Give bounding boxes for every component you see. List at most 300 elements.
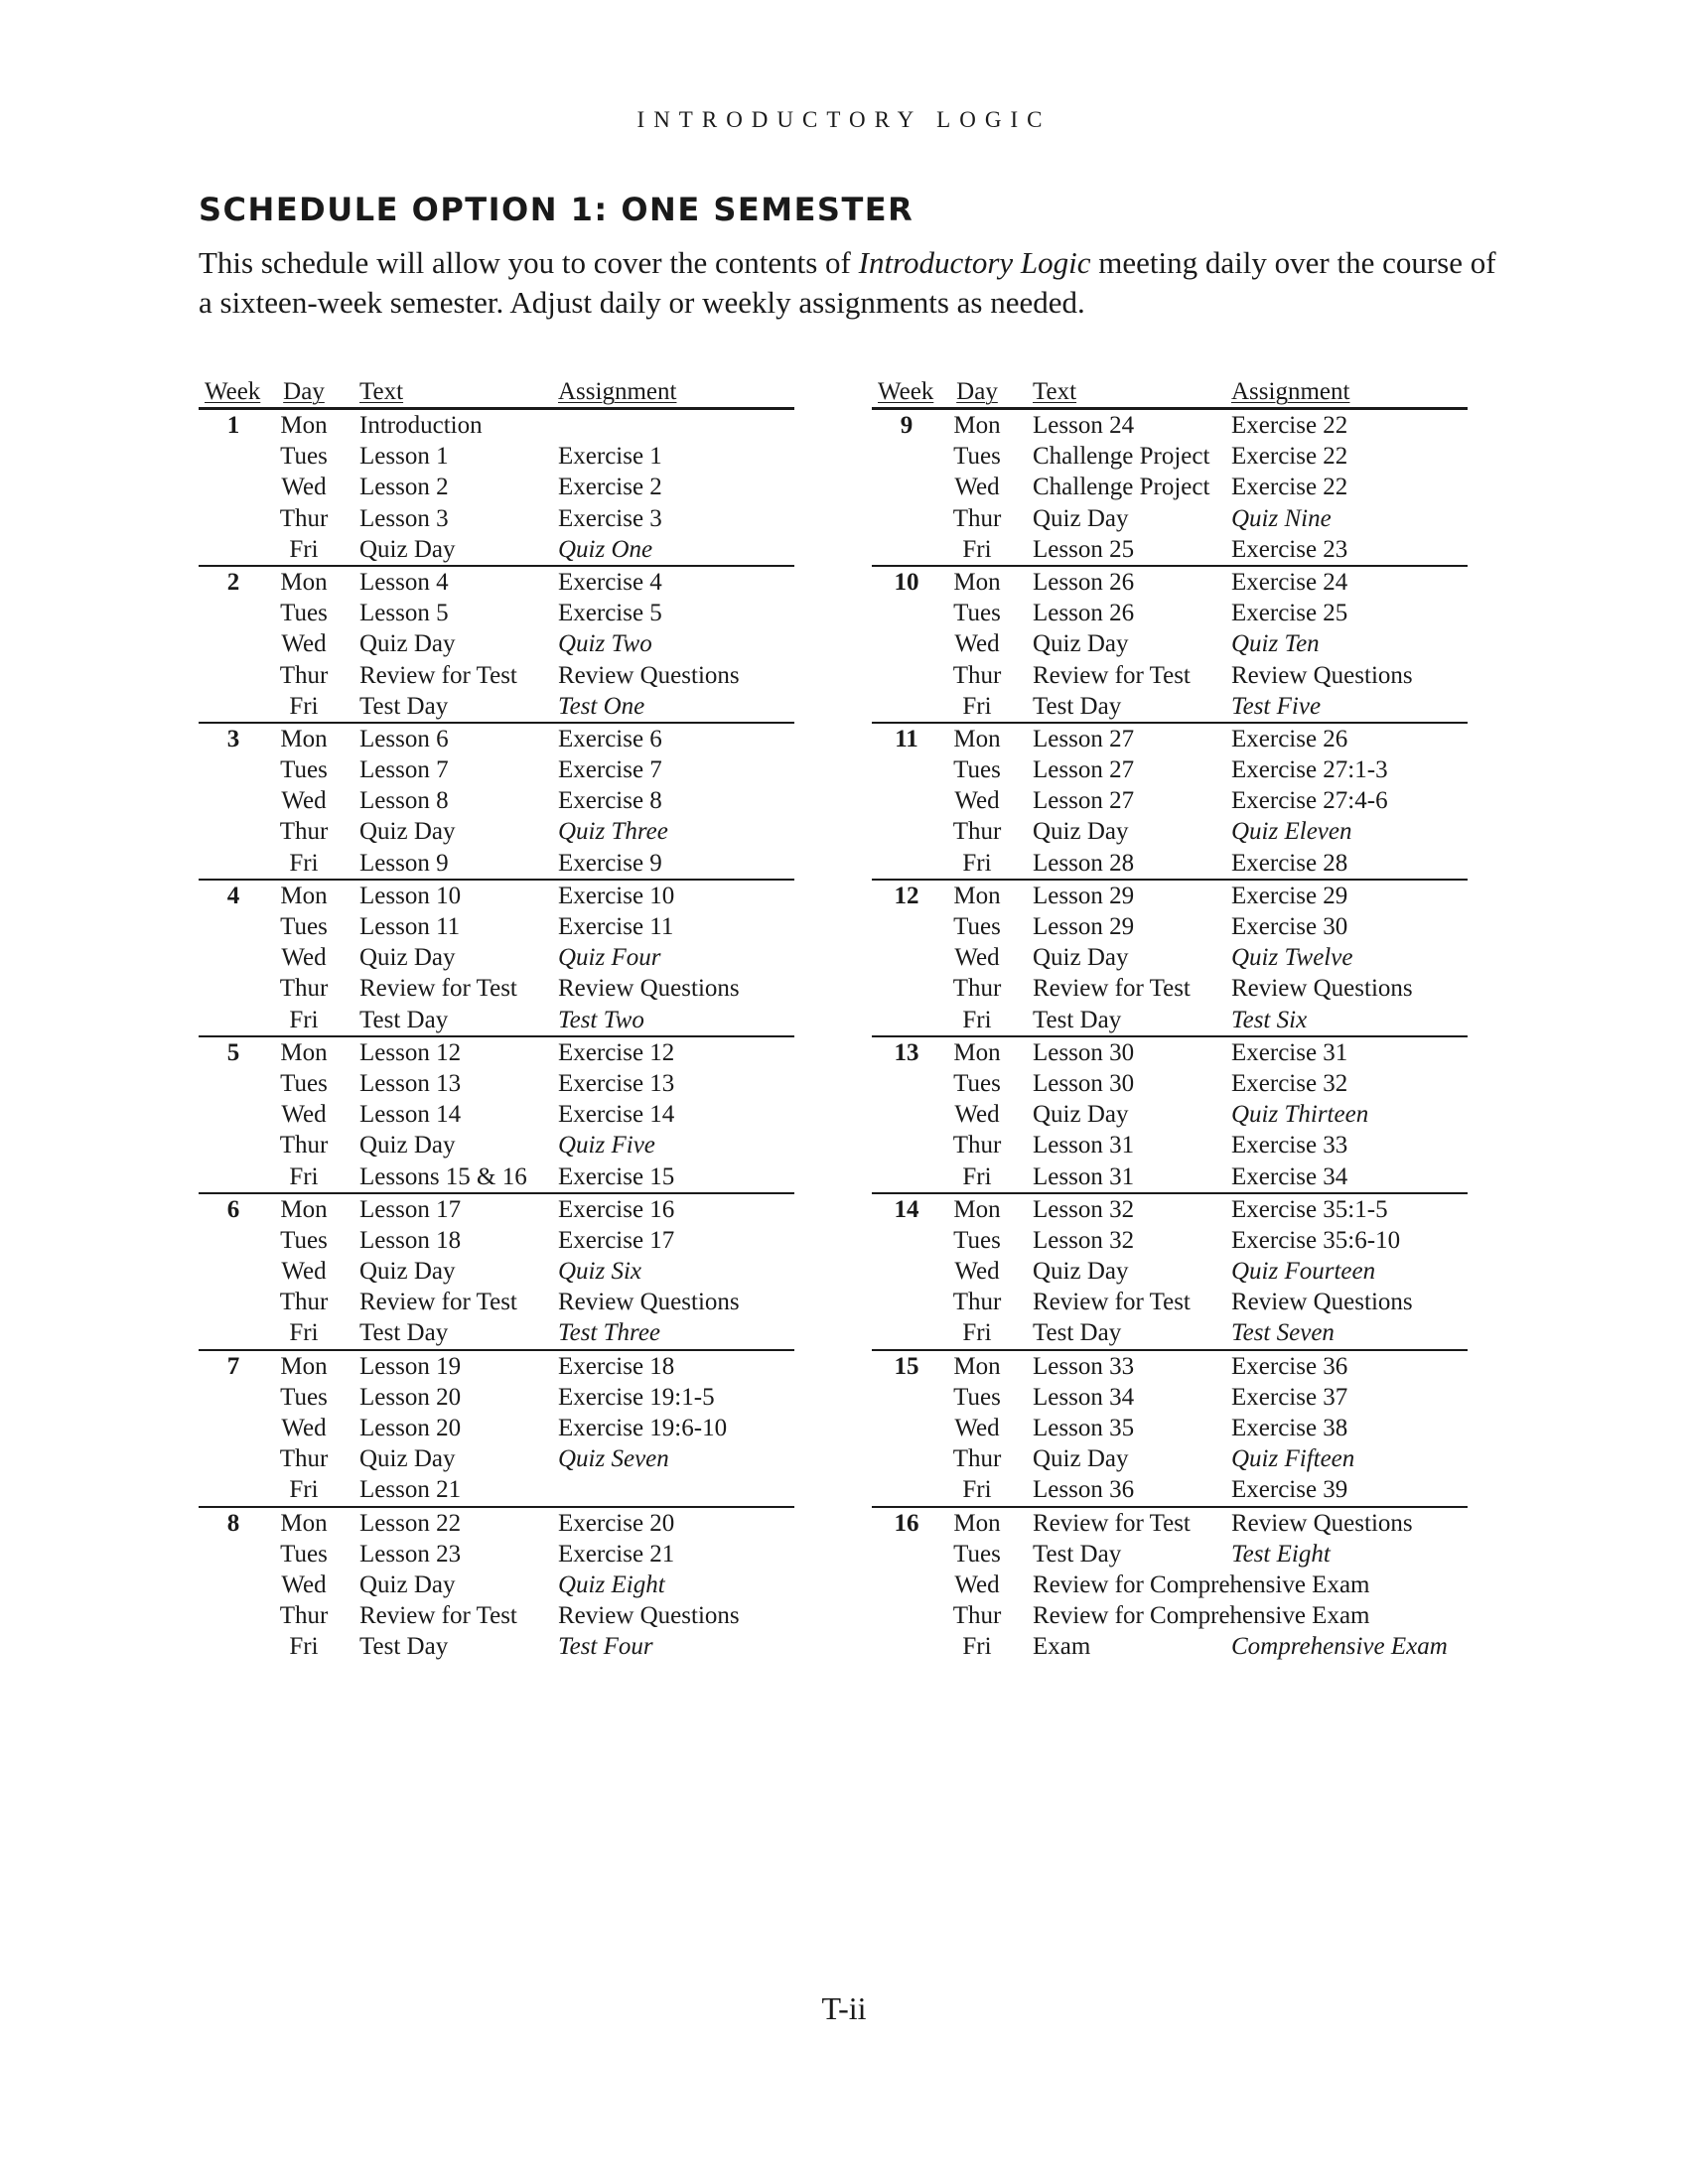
text-cell: Test Day [359, 1633, 449, 1661]
day-cell: Fri [289, 1633, 319, 1661]
text-cell: Lesson 23 [359, 1540, 462, 1568]
assignment-cell: Exercise 26 [1231, 725, 1348, 752]
week-number [199, 942, 268, 973]
day-cell: Thur [952, 818, 1002, 846]
text-cell: Lesson 27 [1033, 725, 1135, 752]
week-number [199, 848, 268, 879]
week-number: 4 [226, 882, 240, 909]
text-cell: Review for Test [1033, 661, 1191, 689]
week-number [199, 441, 268, 472]
week-number [872, 1130, 941, 1160]
week-block [872, 1508, 1468, 1663]
week-number [872, 754, 941, 785]
table-row [872, 1631, 1468, 1662]
week-number: 5 [226, 1038, 240, 1066]
text-cell: Test Day [1033, 1540, 1122, 1568]
day-cell: Mon [280, 1195, 328, 1223]
week-number [872, 1600, 941, 1631]
book-title: Introductory Logic [858, 245, 1091, 280]
table-row [872, 1099, 1468, 1130]
table-row [199, 628, 794, 659]
day-cell: Fri [962, 1319, 992, 1347]
table-row [199, 816, 794, 847]
assignment-cell: Exercise 30 [1231, 913, 1348, 940]
assignment-cell: Exercise 38 [1231, 1415, 1348, 1441]
table-row [872, 503, 1468, 534]
table-row [199, 1068, 794, 1099]
table-row [199, 1161, 794, 1192]
week-number [199, 598, 268, 628]
assignment-cell: Exercise 22 [1231, 443, 1348, 471]
week-number [199, 1256, 268, 1287]
assignment-cell: Exercise 19:1-5 [558, 1383, 715, 1411]
text-cell: Test Day [359, 1319, 449, 1347]
table-header [199, 377, 794, 410]
text-cell: Quiz Day [359, 818, 456, 846]
text-cell: Lesson 31 [1033, 1162, 1135, 1190]
week-number [199, 1099, 268, 1130]
assignment-cell: Exercise 4 [558, 568, 662, 596]
assignment-cell: Quiz Four [558, 944, 661, 972]
day-cell: Thur [952, 661, 1002, 689]
assignment-cell: Quiz Seven [558, 1445, 669, 1473]
table-row [872, 1508, 1468, 1539]
assignment-cell: Review Questions [1231, 1509, 1413, 1537]
assignment-cell: Review Questions [1231, 1289, 1413, 1316]
table-row [872, 1317, 1468, 1348]
week-number [199, 503, 268, 534]
assignment-cell: Exercise 34 [1231, 1162, 1348, 1190]
assignment-cell: Comprehensive Exam [1231, 1633, 1448, 1661]
table-row [199, 1413, 794, 1443]
table-row [872, 1130, 1468, 1160]
table-row [872, 1351, 1468, 1382]
week-block [199, 724, 794, 881]
table-row [199, 1600, 794, 1631]
assignment-cell: Quiz Eight [558, 1570, 665, 1598]
schedule-table-weeks-1-8 [199, 377, 794, 1663]
day-cell: Fri [962, 1633, 992, 1661]
assignment-cell: Review Questions [558, 1602, 740, 1630]
header-text: Text [1033, 378, 1077, 405]
table-row [199, 660, 794, 691]
week-number [872, 1068, 941, 1099]
table-row [872, 1225, 1468, 1256]
week-number [872, 1443, 941, 1474]
week-number [199, 1600, 268, 1631]
assignment-cell: Test One [558, 692, 645, 720]
assignment-cell: Exercise 33 [1231, 1132, 1348, 1160]
week-number [872, 785, 941, 816]
assignment-cell: Exercise 18 [558, 1352, 675, 1380]
table-row [199, 598, 794, 628]
text-cell: Lesson 30 [1033, 1038, 1135, 1066]
assignment-cell: Quiz Three [558, 818, 668, 846]
week-number: 8 [226, 1509, 240, 1537]
text-cell: Review for Test [1033, 1289, 1191, 1316]
intro-paragraph [199, 243, 1509, 323]
week-number [872, 942, 941, 973]
day-cell: Fri [289, 849, 319, 877]
assignment-cell: Exercise 22 [1231, 412, 1348, 439]
text-cell: Lesson 13 [359, 1069, 462, 1097]
day-cell: Fri [962, 1006, 992, 1033]
text-cell: Introduction [359, 412, 483, 439]
day-cell: Fri [289, 1476, 319, 1504]
assignment-cell: Exercise 20 [558, 1509, 675, 1537]
assignment-cell: Exercise 8 [558, 787, 662, 815]
week-number [199, 1317, 268, 1348]
day-cell: Fri [962, 849, 992, 877]
assignment-cell: Quiz Thirteen [1231, 1101, 1369, 1129]
week-block [199, 1508, 794, 1663]
day-cell: Mon [953, 1195, 1001, 1223]
day-cell: Thur [952, 1602, 1002, 1630]
week-number [199, 660, 268, 691]
text-cell: Lesson 4 [359, 568, 449, 596]
table-row [199, 1631, 794, 1662]
day-cell: Wed [281, 944, 327, 972]
day-cell: Mon [953, 725, 1001, 752]
week-number [872, 1256, 941, 1287]
day-cell: Mon [280, 412, 328, 439]
assignment-cell: Exercise 16 [558, 1195, 675, 1223]
table-row [199, 1287, 794, 1317]
table-row [199, 754, 794, 785]
header-week: Week [878, 378, 934, 405]
table-row [199, 724, 794, 754]
header-assignment: Assignment [558, 378, 677, 405]
table-row [199, 848, 794, 879]
day-cell: Tues [953, 600, 1001, 627]
text-cell: Lesson 32 [1033, 1195, 1135, 1223]
text-cell: Review for Test [359, 975, 517, 1003]
assignment-cell: Review Questions [558, 661, 740, 689]
week-block [872, 1037, 1468, 1194]
week-number: 7 [226, 1352, 240, 1380]
table-row [872, 724, 1468, 754]
assignment-cell: Review Questions [1231, 661, 1413, 689]
text-cell: Review for Test [1033, 975, 1191, 1003]
assignment-cell: Quiz Two [558, 630, 652, 658]
text-cell: Lesson 29 [1033, 913, 1135, 940]
table-row [872, 1382, 1468, 1413]
assignment-cell: Exercise 35:1-5 [1231, 1195, 1388, 1223]
day-cell: Tues [280, 913, 328, 940]
table-row [199, 1256, 794, 1287]
day-cell: Wed [954, 1570, 1000, 1598]
week-block [199, 567, 794, 724]
table-row [199, 1570, 794, 1600]
text-cell: Lesson 6 [359, 725, 449, 752]
assignment-cell: Quiz Ten [1231, 630, 1320, 658]
intro-text-before: This schedule will allow you to cover the contents of [199, 245, 859, 280]
table-row [872, 1256, 1468, 1287]
table-row [872, 1600, 1468, 1631]
table-row [872, 1413, 1468, 1443]
table-row [199, 785, 794, 816]
assignment-cell: Exercise 14 [558, 1101, 675, 1129]
assignment-cell: Exercise 23 [1231, 535, 1348, 563]
day-cell: Tues [953, 443, 1001, 471]
week-block [199, 1351, 794, 1508]
week-number [199, 754, 268, 785]
day-cell: Thur [952, 504, 1002, 532]
day-cell: Tues [953, 1383, 1001, 1411]
text-cell: Lesson 11 [359, 913, 461, 940]
day-cell: Fri [962, 1162, 992, 1190]
day-cell: Thur [279, 1132, 329, 1160]
assignment-cell: Exercise 31 [1231, 1038, 1348, 1066]
text-cell: Review for Test [1033, 1509, 1191, 1537]
table-row [872, 1474, 1468, 1505]
text-cell: Challenge Project [1033, 443, 1210, 471]
section-title: SCHEDULE OPTION 1: ONE SEMESTER [199, 191, 914, 228]
table-row [872, 911, 1468, 942]
week-number: 3 [226, 725, 240, 752]
table-row [199, 567, 794, 598]
assignment-cell: Quiz Fifteen [1231, 1445, 1355, 1473]
table-row [199, 942, 794, 973]
text-cell: Lesson 21 [359, 1476, 462, 1504]
week-number [199, 1631, 268, 1662]
text-cell: Challenge Project [1033, 474, 1210, 501]
day-cell: Mon [953, 1509, 1001, 1537]
table-row [199, 1037, 794, 1068]
table-row [199, 1539, 794, 1570]
assignment-cell: Quiz Twelve [1231, 944, 1353, 972]
assignment-cell: Exercise 3 [558, 504, 662, 532]
assignment-cell: Exercise 1 [558, 443, 662, 471]
text-cell: Lesson 20 [359, 1415, 462, 1441]
table-row [872, 816, 1468, 847]
table-row [199, 503, 794, 534]
assignment-cell: Exercise 17 [558, 1226, 675, 1254]
assignment-cell: Test Seven [1231, 1319, 1335, 1347]
assignment-cell: Exercise 10 [558, 882, 675, 909]
day-cell: Mon [280, 882, 328, 909]
week-block [872, 724, 1468, 881]
text-cell: Lesson 28 [1033, 849, 1135, 877]
week-number [872, 1005, 941, 1035]
text-cell: Lesson 3 [359, 504, 449, 532]
table-row [872, 1570, 1468, 1600]
text-cell: Quiz Day [1033, 1445, 1129, 1473]
week-number: 13 [894, 1038, 919, 1066]
day-cell: Tues [953, 1540, 1001, 1568]
text-cell: Lesson 20 [359, 1383, 462, 1411]
table-row [199, 1130, 794, 1160]
week-number [872, 534, 941, 565]
table-row [199, 472, 794, 502]
week-number [199, 1225, 268, 1256]
day-cell: Mon [953, 412, 1001, 439]
week-number [872, 1570, 941, 1600]
week-number [199, 472, 268, 502]
text-cell: Lesson 33 [1033, 1352, 1135, 1380]
table-row [199, 973, 794, 1004]
week-number: 12 [894, 882, 919, 909]
text-cell: Quiz Day [359, 1132, 456, 1160]
day-cell: Thur [279, 975, 329, 1003]
day-cell: Mon [280, 1509, 328, 1537]
week-number [872, 1317, 941, 1348]
table-row [199, 1382, 794, 1413]
day-cell: Thur [279, 1289, 329, 1316]
table-row [872, 691, 1468, 722]
day-cell: Wed [281, 1415, 327, 1441]
week-block [199, 1194, 794, 1351]
text-cell: Test Day [1033, 1319, 1122, 1347]
day-cell: Thur [279, 504, 329, 532]
table-row [199, 1317, 794, 1348]
week-number: 1 [226, 412, 240, 439]
assignment-cell: Exercise 13 [558, 1069, 675, 1097]
week-number [872, 911, 941, 942]
page-number: T-ii [821, 1990, 867, 2026]
text-cell: Quiz Day [1033, 630, 1129, 658]
assignment-cell: Test Four [558, 1633, 653, 1661]
table-row [872, 942, 1468, 973]
text-cell: Lesson 17 [359, 1195, 462, 1223]
text-cell: Test Day [359, 692, 449, 720]
assignment-cell: Exercise 24 [1231, 568, 1348, 596]
day-cell: Fri [962, 692, 992, 720]
text-cell: Quiz Day [1033, 504, 1129, 532]
week-number: 2 [226, 568, 240, 596]
table-row [872, 1443, 1468, 1474]
text-cell: Quiz Day [1033, 1101, 1129, 1129]
text-cell: Quiz Day [359, 535, 456, 563]
table-row [872, 660, 1468, 691]
text-cell: Lesson 36 [1033, 1476, 1135, 1504]
week-number [872, 1161, 941, 1192]
week-number [872, 441, 941, 472]
text-cell: Lesson 5 [359, 600, 449, 627]
day-cell: Fri [962, 1476, 992, 1504]
day-cell: Mon [953, 1038, 1001, 1066]
text-cell: Test Day [359, 1006, 449, 1033]
day-cell: Wed [954, 944, 1000, 972]
week-number [872, 628, 941, 659]
table-row [199, 1225, 794, 1256]
week-number [872, 1539, 941, 1570]
assignment-cell: Quiz Eleven [1231, 818, 1352, 846]
text-cell: Lesson 18 [359, 1226, 462, 1254]
table-row [872, 1287, 1468, 1317]
assignment-cell: Quiz Fourteen [1231, 1258, 1376, 1286]
header-text: Text [359, 378, 404, 405]
table-row [199, 441, 794, 472]
assignment-cell: Exercise 28 [1231, 849, 1348, 877]
day-cell: Mon [953, 568, 1001, 596]
header-day: Day [956, 378, 998, 405]
table-row [872, 1068, 1468, 1099]
schedule-table-weeks-9-16 [872, 377, 1468, 1663]
text-cell: Quiz Day [359, 1570, 456, 1598]
week-number [199, 1443, 268, 1474]
week-number [199, 691, 268, 722]
day-cell: Tues [280, 600, 328, 627]
assignment-cell: Exercise 19:6-10 [558, 1415, 728, 1441]
text-cell: Lesson 27 [1033, 756, 1135, 784]
text-cell: Quiz Day [359, 630, 456, 658]
text-cell: Review for Comprehensive Exam [1033, 1570, 1370, 1598]
assignment-cell: Quiz One [558, 535, 653, 563]
day-cell: Tues [953, 1226, 1001, 1254]
day-cell: Tues [953, 756, 1001, 784]
week-number [872, 1413, 941, 1443]
week-number [872, 503, 941, 534]
week-block [872, 1351, 1468, 1508]
table-row [199, 691, 794, 722]
week-number [872, 1382, 941, 1413]
text-cell: Review for Test [359, 1602, 517, 1630]
text-cell: Lesson 12 [359, 1038, 462, 1066]
text-cell: Lesson 26 [1033, 600, 1135, 627]
week-number [199, 816, 268, 847]
week-block [872, 881, 1468, 1037]
text-cell: Quiz Day [359, 944, 456, 972]
assignment-cell: Exercise 9 [558, 849, 662, 877]
day-cell: Wed [954, 474, 1000, 501]
text-cell: Lesson 27 [1033, 787, 1135, 815]
text-cell: Lesson 29 [1033, 882, 1135, 909]
week-number [872, 816, 941, 847]
text-cell: Lesson 32 [1033, 1226, 1135, 1254]
day-cell: Thur [279, 661, 329, 689]
assignment-cell [558, 410, 794, 441]
table-row [872, 1161, 1468, 1192]
assignment-cell: Quiz Five [558, 1132, 655, 1160]
text-cell: Lesson 24 [1033, 412, 1135, 439]
table-row [872, 598, 1468, 628]
day-cell: Wed [281, 1570, 327, 1598]
week-block [199, 410, 794, 567]
assignment-cell: Exercise 37 [1231, 1383, 1348, 1411]
table-row [199, 1099, 794, 1130]
table-row [872, 567, 1468, 598]
table-row [872, 472, 1468, 502]
text-cell: Lesson 30 [1033, 1069, 1135, 1097]
table-row [199, 410, 794, 441]
table-row [872, 754, 1468, 785]
text-cell: Quiz Day [359, 1258, 456, 1286]
week-number: 15 [894, 1352, 919, 1380]
table-header [872, 377, 1468, 410]
day-cell: Mon [953, 882, 1001, 909]
text-cell: Lesson 22 [359, 1509, 462, 1537]
week-number [199, 534, 268, 565]
day-cell: Mon [280, 1352, 328, 1380]
assignment-cell: Exercise 6 [558, 725, 662, 752]
week-number [872, 973, 941, 1004]
week-number [872, 1287, 941, 1317]
day-cell: Tues [953, 913, 1001, 940]
table-row [872, 441, 1468, 472]
assignment-cell [558, 1474, 794, 1505]
table-row [872, 1194, 1468, 1225]
text-cell: Quiz Day [359, 1445, 456, 1473]
table-row [872, 1539, 1468, 1570]
text-cell: Lesson 26 [1033, 568, 1135, 596]
table-row [872, 881, 1468, 911]
day-cell: Fri [289, 1319, 319, 1347]
day-cell: Fri [289, 1162, 319, 1190]
intro-text-after: meeting daily over the course of a sixteen-week semester. Adjust daily or weekly assignments as needed. [199, 245, 1496, 320]
text-cell: Quiz Day [1033, 944, 1129, 972]
table-row [872, 1037, 1468, 1068]
